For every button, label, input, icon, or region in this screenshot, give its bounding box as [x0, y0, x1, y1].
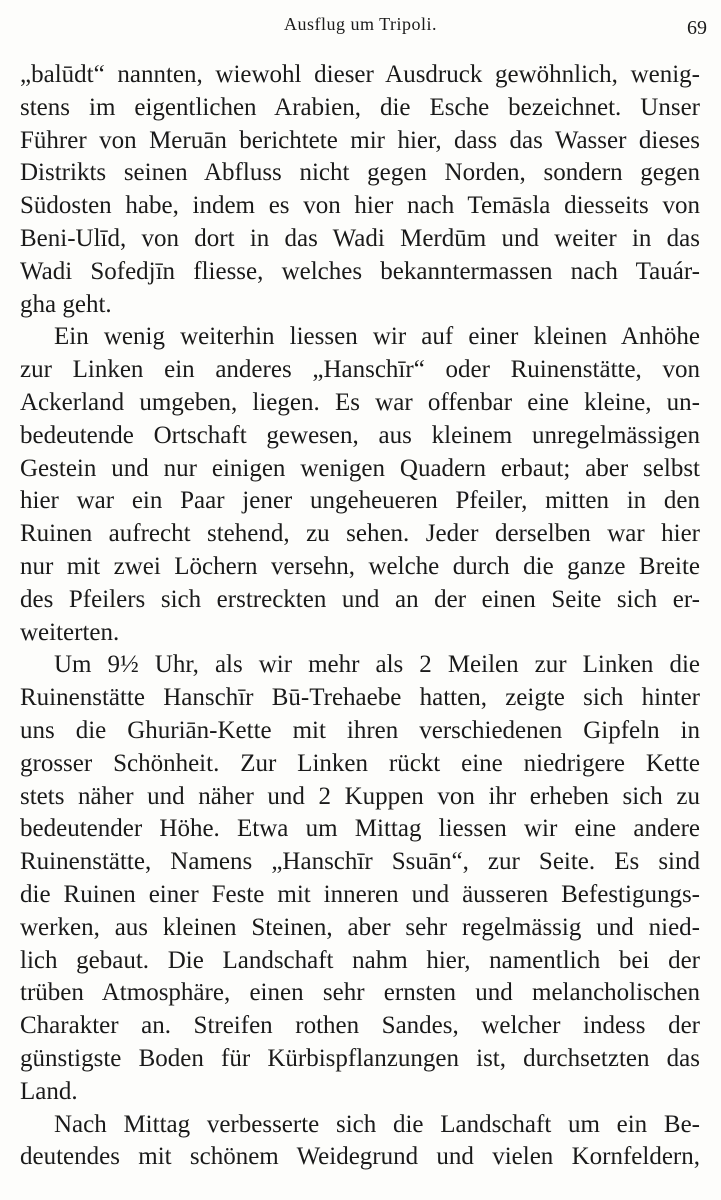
running-title: Ausflug um Tripoli. [283, 14, 438, 34]
text-line: Wadi Sofedjīn fliesse, welches bekanntermassen nach Tauár- [20, 257, 700, 285]
text-line: stets näher und näher und 2 Kuppen von ihr erheben sich zu [20, 782, 700, 810]
text-line: deutendes mit schönem Weidegrund und vielen Kornfeldern, [20, 1143, 700, 1171]
text-line: günstigste Boden für Kürbispflanzungen ist, durchsetzten das [20, 1044, 700, 1072]
text-line: Nach Mittag verbesserte sich die Landschaft um ein Be- [54, 1110, 700, 1138]
text-line: stens im eigentlichen Arabien, die Esche bezeichnet. Unser [20, 93, 700, 121]
text-line: grosser Schönheit. Zur Linken rückt eine niedrigere Kette [20, 749, 700, 777]
text-line: Ein wenig weiterhin liessen wir auf einer kleinen Anhöhe [54, 323, 700, 351]
text-line: Gestein und nur einigen wenigen Quadern erbaut; aber selbst [20, 454, 700, 482]
paragraph [20, 321, 700, 649]
text-line: gha geht. [20, 290, 112, 318]
paragraph [20, 1109, 700, 1175]
body-text [20, 59, 700, 1174]
text-line: Südosten habe, indem es von hier nach Temāsla diesseits von [20, 192, 700, 220]
text-line: Ackerland umgeben, liegen. Es war offenbar eine kleine, un- [20, 388, 700, 416]
text-line: werken, aus kleinen Steinen, aber sehr regelmässig und nied- [20, 913, 700, 941]
text-line: bedeutende Ortschaft gewesen, aus kleinem unregelmässigen [20, 421, 700, 449]
text-line: nur mit zwei Löchern versehn, welche durch die ganze Breite [20, 552, 700, 580]
text-line: bedeutender Höhe. Etwa um Mittag liessen wir eine andere [20, 815, 700, 843]
text-line: zur Linken ein anderes „Hanschīr“ oder Ruinenstätte, von [20, 356, 700, 384]
paragraph [20, 59, 700, 321]
text-line: Ruinen aufrecht stehend, zu sehen. Jeder derselben war hier [20, 520, 700, 548]
text-line: uns die Ghuriān-Kette mit ihren verschiedenen Gipfeln in [20, 716, 700, 744]
text-line: Distrikts seinen Abfluss nicht gegen Norden, sondern gegen [20, 159, 700, 187]
text-line: hier war ein Paar jener ungeheueren Pfeiler, mitten in den [20, 487, 700, 515]
text-line: Charakter an. Streifen rothen Sandes, welcher indess der [20, 1012, 700, 1040]
page-number: 69 [687, 17, 707, 39]
text-line: „balūdt“ nannten, wiewohl dieser Ausdruck gewöhnlich, wenig- [20, 61, 700, 88]
text-line: trüben Atmosphäre, einen sehr ernsten und melancholischen [20, 979, 700, 1007]
running-head [0, 8, 721, 38]
text-line: Beni-Ulīd, von dort in das Wadi Merdūm und weiter in das [20, 224, 700, 252]
text-line: des Pfeilers sich erstreckten und an der einen Seite sich er- [20, 585, 700, 613]
text-line: Führer von Meruān berichtete mir hier, dass das Wasser dieses [20, 126, 700, 154]
text-line: lich gebaut. Die Landschaft nahm hier, namentlich bei der [20, 946, 700, 974]
text-line: Ruinenstätte, Namens „Hanschīr Ssuān“, zur Seite. Es sind [20, 848, 700, 876]
text-line: weiterten. [20, 618, 120, 646]
text-line: Um 9½ Uhr, als wir mehr als 2 Meilen zur Linken die [54, 651, 700, 679]
text-line: die Ruinen einer Feste mit inneren und äusseren Befestigungs- [20, 880, 700, 908]
paragraph [20, 649, 700, 1108]
text-line: Land. [20, 1077, 78, 1105]
text-line: Ruinenstätte Hanschīr Bū-Trehaebe hatten, zeigte sich hinter [20, 684, 700, 712]
